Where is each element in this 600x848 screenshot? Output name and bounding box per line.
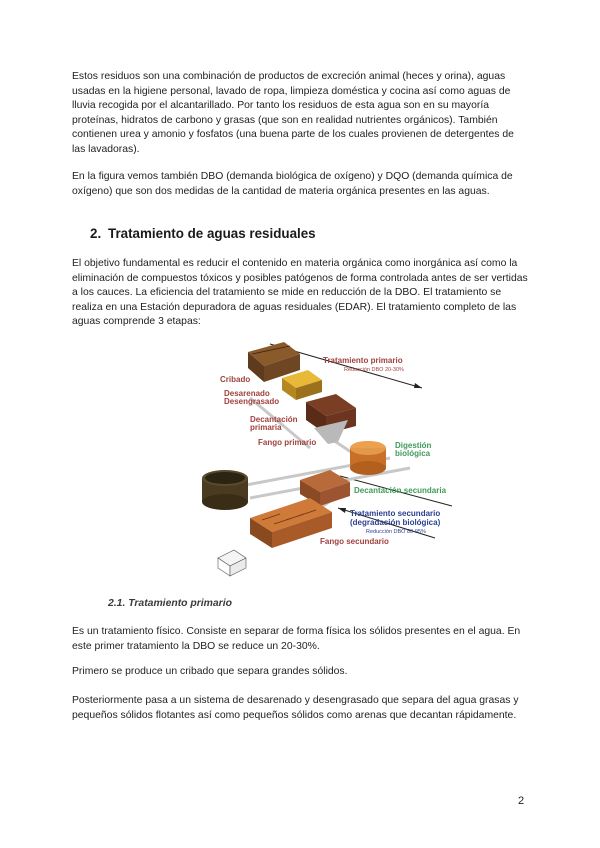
label-fango-secundario: Fango secundario (320, 537, 389, 546)
label-secondary-sub: (degradación biológica) (350, 518, 441, 527)
secondary-arrow-head (338, 508, 346, 513)
paragraph-desarenado: Posteriormente pasa a un sistema de desarenado y desengrasado que separa del agua grasas y pequeños sólidos flotantes así como pequeños sólidos como arenas que decantan rápidamente. (72, 695, 519, 721)
paragraph-residuos: Estos residuos son una combinación de productos de excreción animal (heces y orina), aguas usadas en la higiene personal, lavado de ropa, limpieza doméstica y cocina así como aguas de lluvia recogida por el alcantarillado. Por tanto los residuos de esta agua son en su mayoría proteínas, hidratos de carbono y grasas (que son en realidad nutrientes orgánicos). También contienen urea y amonio y fosfatos (una buena parte de los cuales provienen de detergentes de las lavadoras). (72, 71, 514, 155)
sludge-box (218, 550, 246, 576)
page-number: 2 (518, 795, 525, 807)
paragraph-cribado: Primero se produce un cribado que separa grandes sólidos. (72, 666, 348, 677)
label-desengrasado: Desengrasado (224, 397, 280, 406)
label-cribado: Cribado (220, 375, 251, 384)
storage-tank (202, 470, 248, 510)
label-fango-primario: Fango primario (258, 438, 317, 447)
label-secondary-title: Tratamiento secundario (350, 509, 441, 518)
label-decantacion: Decantación (250, 415, 298, 424)
section-title: Tratamiento de aguas residuales (108, 226, 316, 241)
section-number: 2. (90, 226, 102, 241)
edar-diagram (190, 338, 462, 578)
primary-arrow-head (414, 383, 422, 388)
paragraph-tratamiento-fisico: Es un tratamiento físico. Consiste en separar de forma física los sólidos presentes en el agua. En este primer tratamiento la DBO se reduce un 20-30%. (72, 626, 521, 652)
digestion-tank (350, 441, 386, 475)
desarenado-tank (282, 370, 322, 400)
label-decantacion-secundaria: Decantación secundaria (354, 486, 447, 495)
label-primary-reduction: Reducción DBO 20-30% (344, 367, 404, 373)
decantacion-primaria-tank (306, 394, 356, 444)
label-desarenado: Desarenado (224, 389, 270, 398)
label-primary-title: Tratamiento primario (323, 356, 403, 365)
label-primaria: primaria (250, 423, 282, 432)
wastewater-treatment-figure (190, 338, 462, 578)
paragraph-dbo-dqo: En la figura vemos también DBO (demanda biológica de oxígeno) y DQO (demanda química de oxígeno) que son dos medidas de la cantidad de materia orgánica presentes en las aguas. (72, 171, 513, 197)
label-digestion: Digestión (395, 441, 432, 450)
section-heading (90, 226, 316, 241)
label-secondary-reduction: Reducción DBO 80-95% (366, 529, 426, 535)
paragraph-objetivo: El objetivo fundamental es reducir el contenido en materia orgánica como inorgánica así como la eliminación de compuestos tóxicos y posibles patógenos de forma controlada antes de ser vertidas a los cauces. La eficiencia del tratamiento se mide en reducción de la DBO. El tratamiento se realiza en una Estación depuradora de aguas residuales (EDAR). El tratamiento completo de las aguas comprende 3 etapas: (72, 258, 528, 327)
subsection-heading: 2.1. Tratamiento primario (108, 598, 232, 609)
label-biologica: biológica (395, 449, 431, 458)
